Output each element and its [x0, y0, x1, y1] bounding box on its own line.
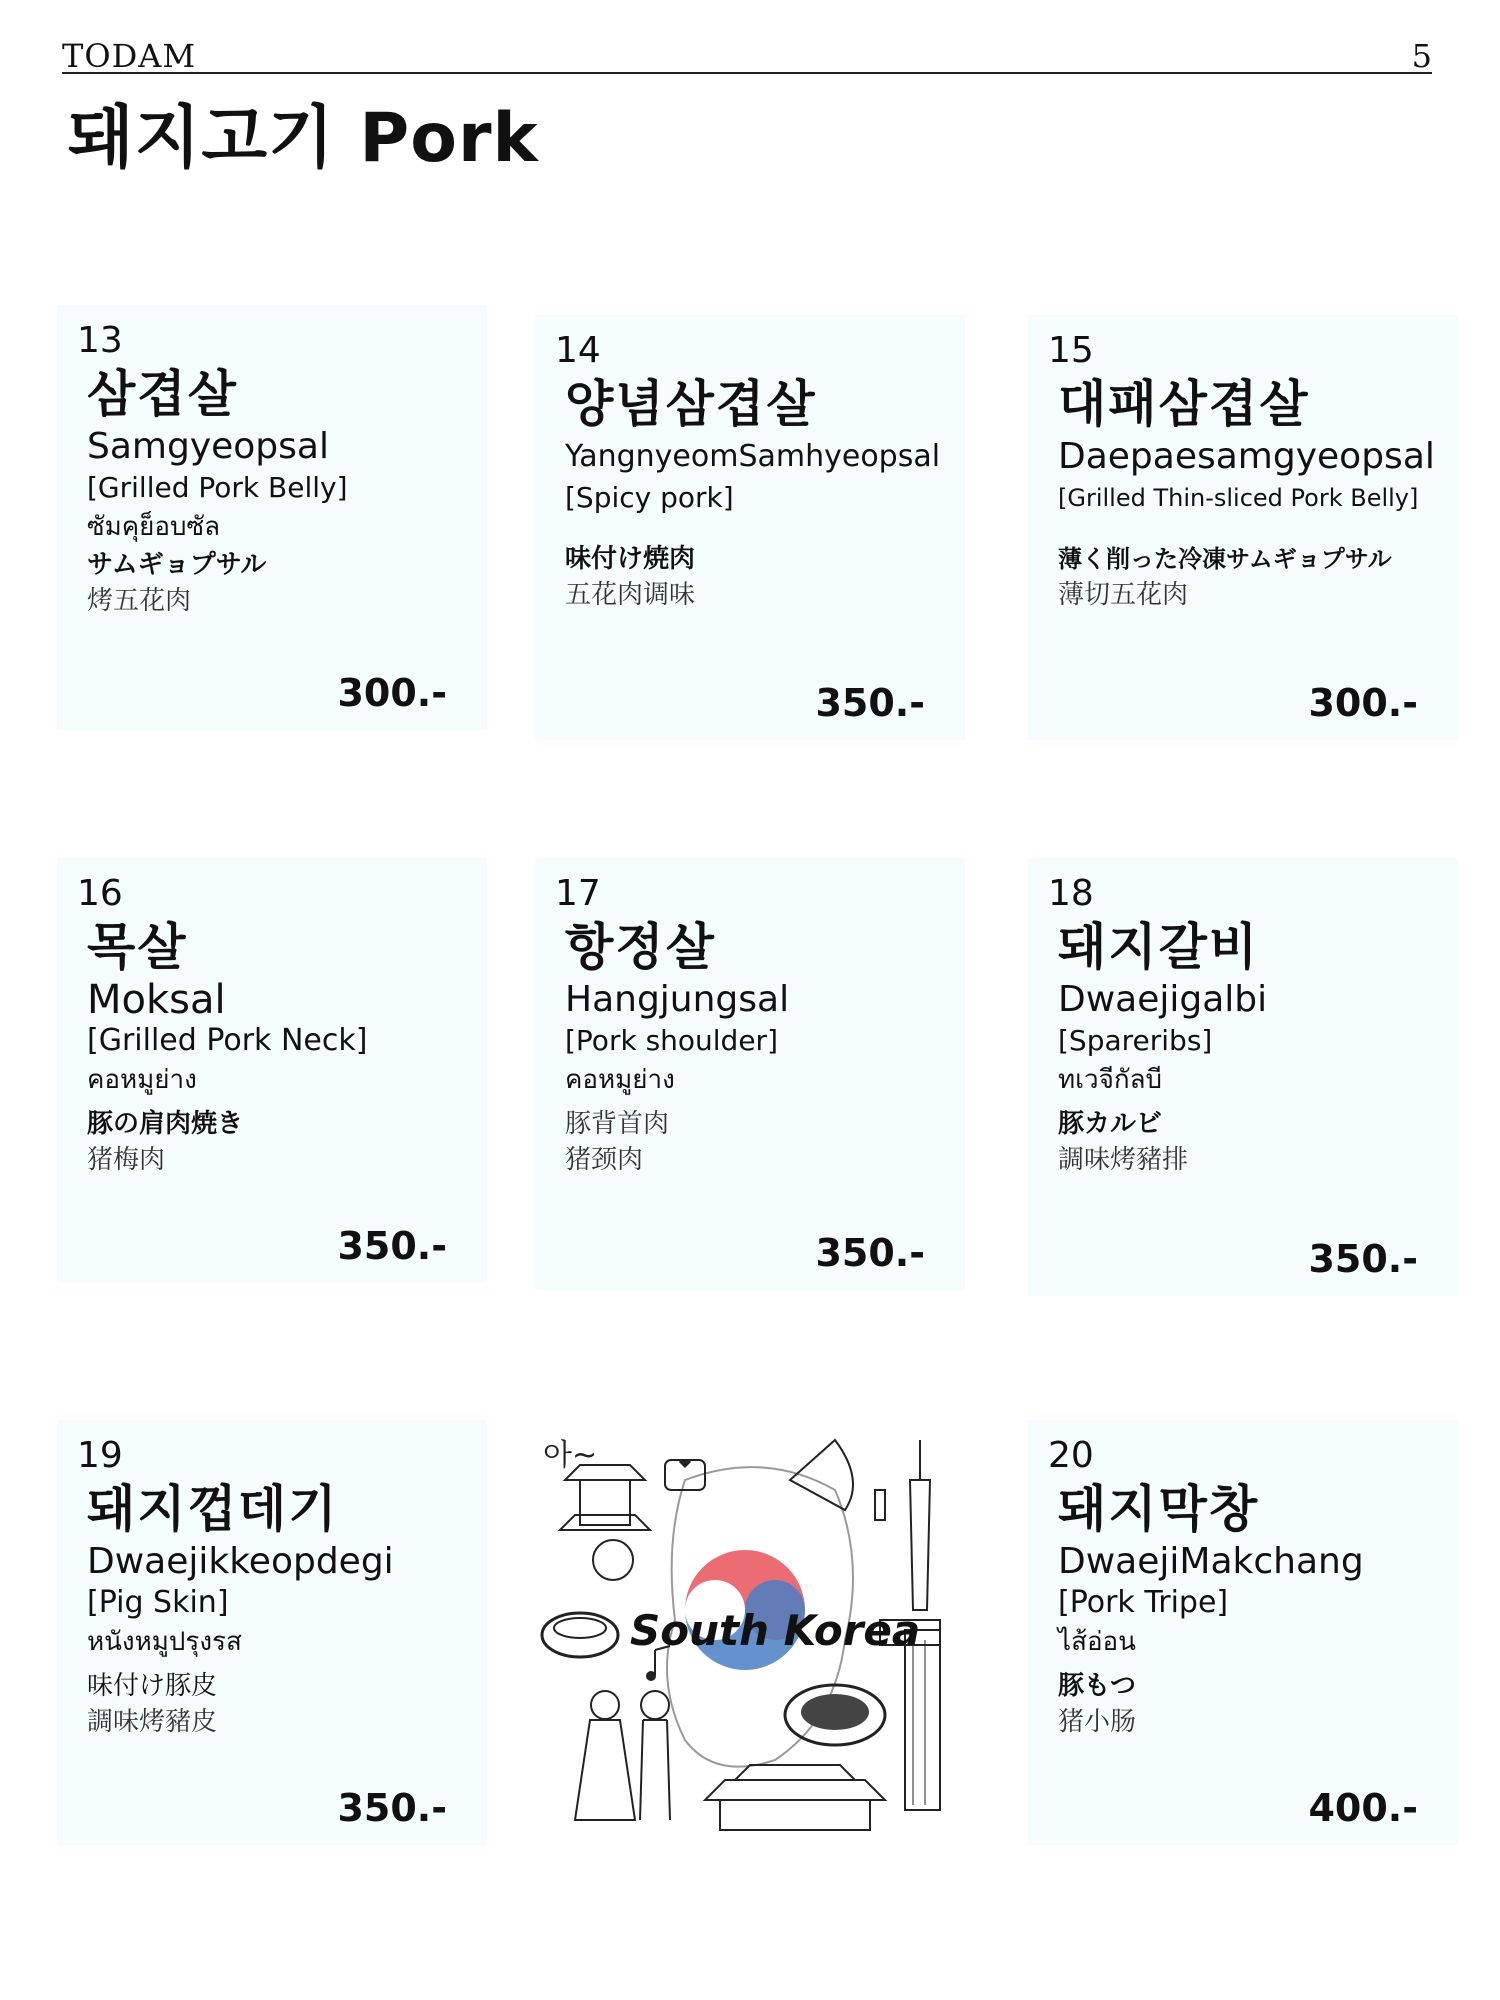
- menu-item-13: [57, 305, 487, 730]
- item-name-korean: 항정살: [565, 918, 716, 976]
- page-title: 돼지고기 Pork: [68, 99, 539, 178]
- menu-item-16: [57, 858, 487, 1283]
- item-name-thai: ทเวจีกัลบี: [1058, 1065, 1163, 1095]
- item-name-chinese: 猪梅肉: [87, 1145, 166, 1175]
- item-description: [Grilled Pork Belly]: [87, 471, 348, 504]
- item-name-japanese: 味付け焼肉: [565, 544, 696, 574]
- item-number: 19: [77, 1435, 123, 1476]
- item-name-thai: คอหมูย่าง: [565, 1065, 675, 1095]
- item-name-english: Daepaesamgyeopsal: [1058, 436, 1435, 477]
- item-name-chinese: 調味烤豬排: [1058, 1145, 1189, 1175]
- item-name-english: Moksal: [87, 977, 226, 1023]
- exclaim-text: 아~: [543, 1438, 598, 1473]
- item-description: [Pork shoulder]: [565, 1024, 778, 1057]
- item-name-chinese: 烤五花肉: [87, 586, 192, 616]
- item-description: [Pig Skin]: [87, 1585, 229, 1620]
- item-number: 14: [555, 330, 601, 371]
- item-name-english: Samgyeopsal: [87, 426, 329, 467]
- item-name-english: Hangjungsal: [565, 979, 790, 1020]
- item-name-japanese: 薄く削った冷凍サムギョプサル: [1058, 545, 1392, 573]
- page-number: 5: [1411, 37, 1432, 75]
- item-name-korean: 대패삼겹살: [1058, 375, 1310, 433]
- item-price: 300.-: [1308, 681, 1418, 725]
- item-name-english: YangnyeomSamhyeopsal: [565, 439, 941, 474]
- item-number: 17: [555, 873, 601, 914]
- item-name-korean: 돼지갈비: [1058, 918, 1260, 976]
- item-price: 350.-: [337, 1224, 447, 1268]
- item-name-thai: ไส้อ่อน: [1058, 1627, 1136, 1657]
- menu-item-19: [57, 1420, 487, 1845]
- item-name-japanese: 味付け豚皮: [87, 1671, 218, 1701]
- item-name-chinese: 薄切五花肉: [1058, 580, 1189, 610]
- item-name-korean: 양념삼겹살: [565, 375, 817, 433]
- item-description: [Spicy pork]: [565, 481, 734, 514]
- item-name-english: DwaejiMakchang: [1058, 1541, 1364, 1582]
- page-header: [62, 32, 1432, 74]
- item-name-thai: หนังหมูปรุงรส: [87, 1627, 242, 1657]
- item-name-japanese: 豚の肩肉焼き: [87, 1109, 244, 1139]
- item-price: 350.-: [1308, 1237, 1418, 1281]
- item-number: 16: [77, 873, 123, 914]
- item-number: 15: [1048, 330, 1094, 371]
- south-korea-caption: South Korea: [630, 1606, 921, 1655]
- item-name-thai: คอหมูย่าง: [87, 1065, 197, 1095]
- brand-name: TODAM: [62, 37, 197, 75]
- menu-item-15: [1028, 315, 1458, 740]
- item-name-japanese: 豚カルビ: [1058, 1109, 1163, 1139]
- item-name-chinese: 調味烤豬皮: [87, 1707, 218, 1737]
- item-name-korean: 돼지껍데기: [87, 1480, 339, 1538]
- item-name-chinese: 猪颈肉: [565, 1145, 644, 1175]
- item-price: 350.-: [337, 1786, 447, 1830]
- item-name-korean: 목살: [87, 918, 188, 976]
- item-name-japanese: 豚もつ: [1058, 1671, 1137, 1701]
- item-price: 300.-: [337, 671, 447, 715]
- item-price: 350.-: [815, 681, 925, 725]
- item-name-english: Dwaejikkeopdegi: [87, 1541, 394, 1582]
- menu-item-18: [1028, 858, 1458, 1296]
- item-name-thai: ซัมคุย็อบซัล: [87, 512, 221, 542]
- item-name-korean: 삼겹살: [87, 365, 238, 423]
- item-name-japanese: 豚背首肉: [565, 1109, 670, 1139]
- item-name-chinese: 五花肉调味: [565, 580, 696, 610]
- item-name-chinese: 猪小肠: [1058, 1707, 1137, 1737]
- item-price: 350.-: [815, 1231, 925, 1275]
- item-number: 20: [1048, 1435, 1094, 1476]
- item-name-english: Dwaejigalbi: [1058, 979, 1268, 1020]
- item-description: [Grilled Thin-sliced Pork Belly]: [1058, 484, 1419, 512]
- item-name-japanese: サムギョプサル: [87, 550, 267, 580]
- item-description: [Grilled Pork Neck]: [87, 1023, 368, 1058]
- item-number: 18: [1048, 873, 1094, 914]
- item-name-korean: 돼지막창: [1058, 1480, 1260, 1538]
- south-korea-illustration: [535, 1420, 965, 1845]
- item-description: [Pork Tripe]: [1058, 1585, 1229, 1620]
- menu-item-17: [535, 858, 965, 1290]
- item-price: 400.-: [1308, 1786, 1418, 1830]
- doodle-artwork: [535, 1420, 965, 1845]
- item-number: 13: [77, 320, 123, 361]
- item-description: [Spareribs]: [1058, 1024, 1213, 1057]
- menu-item-14: [535, 315, 965, 740]
- menu-item-20: [1028, 1420, 1458, 1845]
